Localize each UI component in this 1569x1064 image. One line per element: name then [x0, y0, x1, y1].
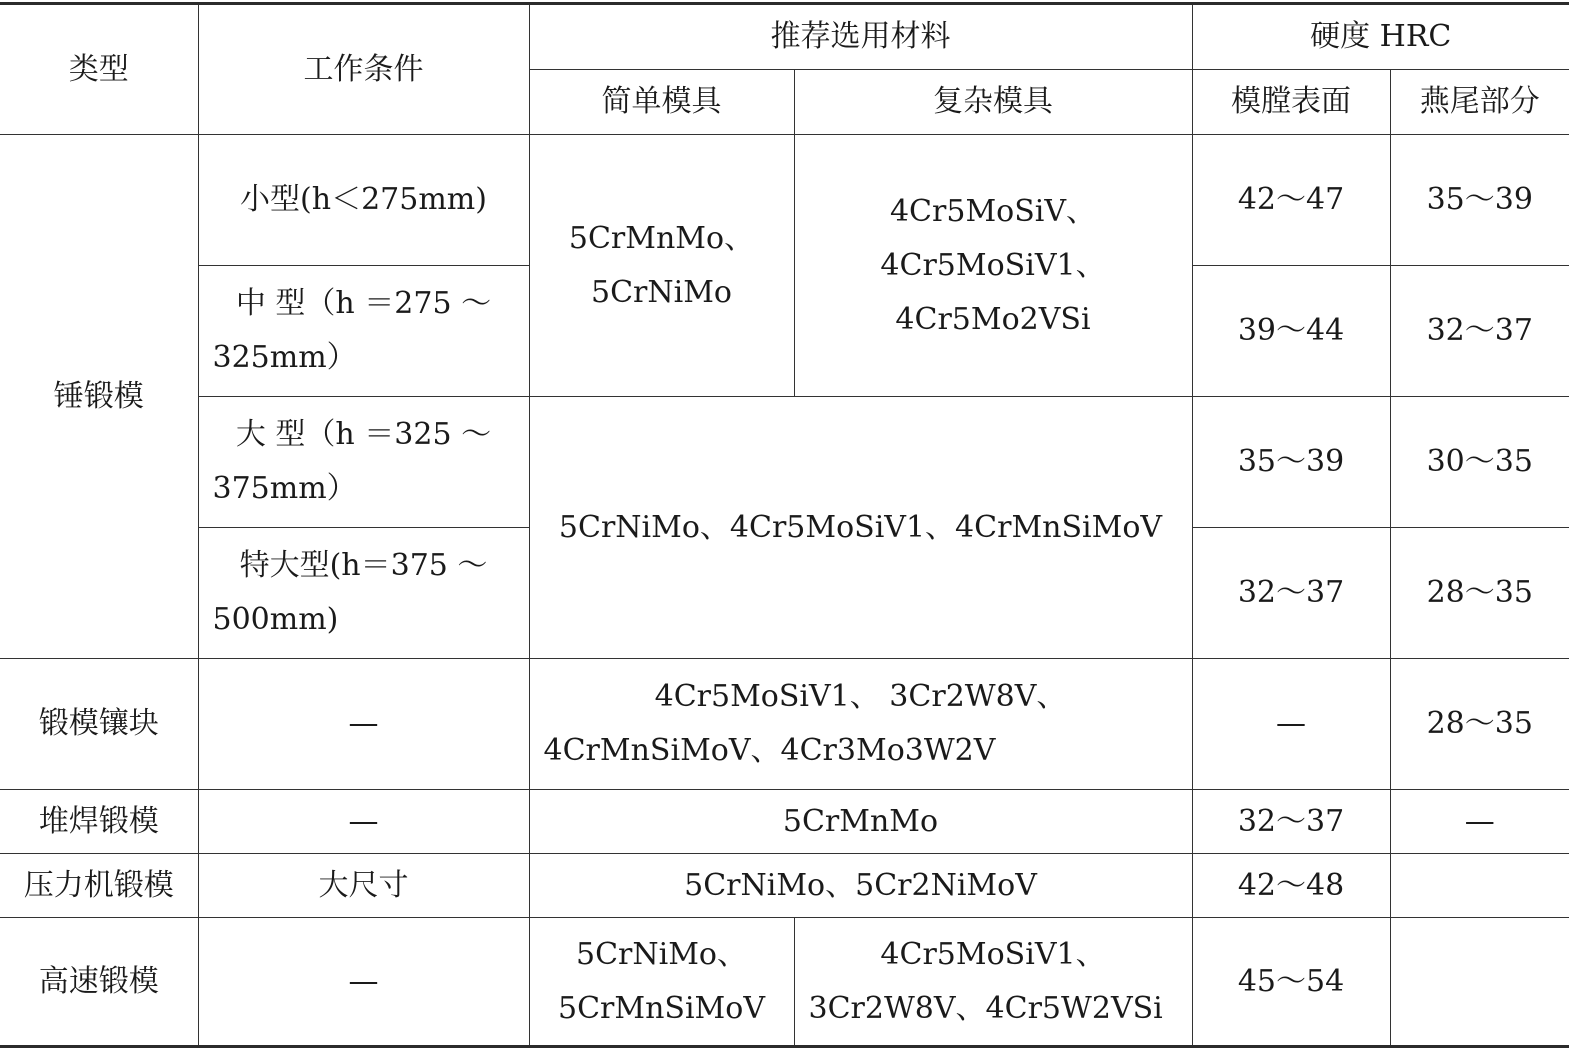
condition-press: 大尺寸 [198, 854, 529, 918]
condition-small: 小型(h＜275mm) [198, 135, 529, 266]
table-row [0, 918, 1569, 1047]
condition-large: 大 型（h ＝325 ～375mm） [198, 397, 529, 528]
type-die-insert: 锻模镶块 [0, 659, 198, 790]
condition-extra-large: 特大型(h＝375 ～500mm) [198, 528, 529, 659]
material-line: 5CrNiMo、 [575, 936, 747, 972]
cavity-hardness: 42～47 [1192, 135, 1390, 266]
dovetail-hardness: 32～37 [1390, 266, 1569, 397]
material-line: 5CrMnSiMoV [557, 990, 765, 1026]
complex-material-high-speed: 4Cr5MoSiV1、 3Cr2W8V、4Cr5W2VSi [794, 918, 1192, 1047]
table-row [0, 659, 1569, 790]
simple-material-high-speed [529, 918, 794, 1047]
header-type: 类型 [0, 4, 198, 135]
type-weld-die: 堆焊锻模 [0, 790, 198, 854]
header-hardness: 硬度 HRC [1192, 4, 1569, 70]
dovetail-hardness [1390, 918, 1569, 1047]
material-line: 4Cr5MoSiV、4Cr5MoSiV1、 [880, 193, 1106, 283]
type-hammer-die: 锤锻模 [0, 135, 198, 659]
table-row [0, 397, 1569, 528]
header-dovetail: 燕尾部分 [1390, 70, 1569, 135]
material-line: 4Cr5Mo2VSi [895, 301, 1091, 337]
dovetail-hardness: 28～35 [1390, 659, 1569, 790]
condition-weld: — [198, 790, 529, 854]
dovetail-hardness: — [1390, 790, 1569, 854]
cavity-hardness: 45～54 [1192, 918, 1390, 1047]
cavity-hardness: 32～37 [1192, 528, 1390, 659]
table-row [0, 854, 1569, 918]
material-weld: 5CrMnMo [529, 790, 1192, 854]
header-condition: 工作条件 [198, 4, 529, 135]
complex-material-small-medium [794, 135, 1192, 397]
condition-high-speed: — [198, 918, 529, 1047]
table-row [0, 135, 1569, 266]
material-press: 5CrNiMo、5Cr2NiMoV [529, 854, 1192, 918]
die-material-table [0, 2, 1569, 1048]
header-materials: 推荐选用材料 [529, 4, 1192, 70]
material-line: 5CrNiMo [590, 274, 732, 310]
header-simple-die: 简单模具 [529, 70, 794, 135]
dovetail-hardness: 35～39 [1390, 135, 1569, 266]
material-line: 5CrMnMo、 [568, 220, 755, 256]
dovetail-hardness: 30～35 [1390, 397, 1569, 528]
cavity-hardness: 42～48 [1192, 854, 1390, 918]
condition-insert: — [198, 659, 529, 790]
material-large-xlarge: 5CrNiMo、4Cr5MoSiV1、4CrMnSiMoV [529, 397, 1192, 659]
cavity-hardness: — [1192, 659, 1390, 790]
cavity-hardness: 32～37 [1192, 790, 1390, 854]
type-press-die: 压力机锻模 [0, 854, 198, 918]
condition-medium: 中 型（h ＝275 ～325mm） [198, 266, 529, 397]
header-row-1 [0, 4, 1569, 70]
simple-material-small-medium [529, 135, 794, 397]
table-row [0, 790, 1569, 854]
material-insert: 4Cr5MoSiV1、 3Cr2W8V、 4CrMnSiMoV、4Cr3Mo3W2V [529, 659, 1192, 790]
cavity-hardness: 39～44 [1192, 266, 1390, 397]
header-cavity-surface: 模膛表面 [1192, 70, 1390, 135]
cavity-hardness: 35～39 [1192, 397, 1390, 528]
dovetail-hardness: 28～35 [1390, 528, 1569, 659]
type-high-speed-die: 高速锻模 [0, 918, 198, 1047]
dovetail-hardness [1390, 854, 1569, 918]
header-complex-die: 复杂模具 [794, 70, 1192, 135]
